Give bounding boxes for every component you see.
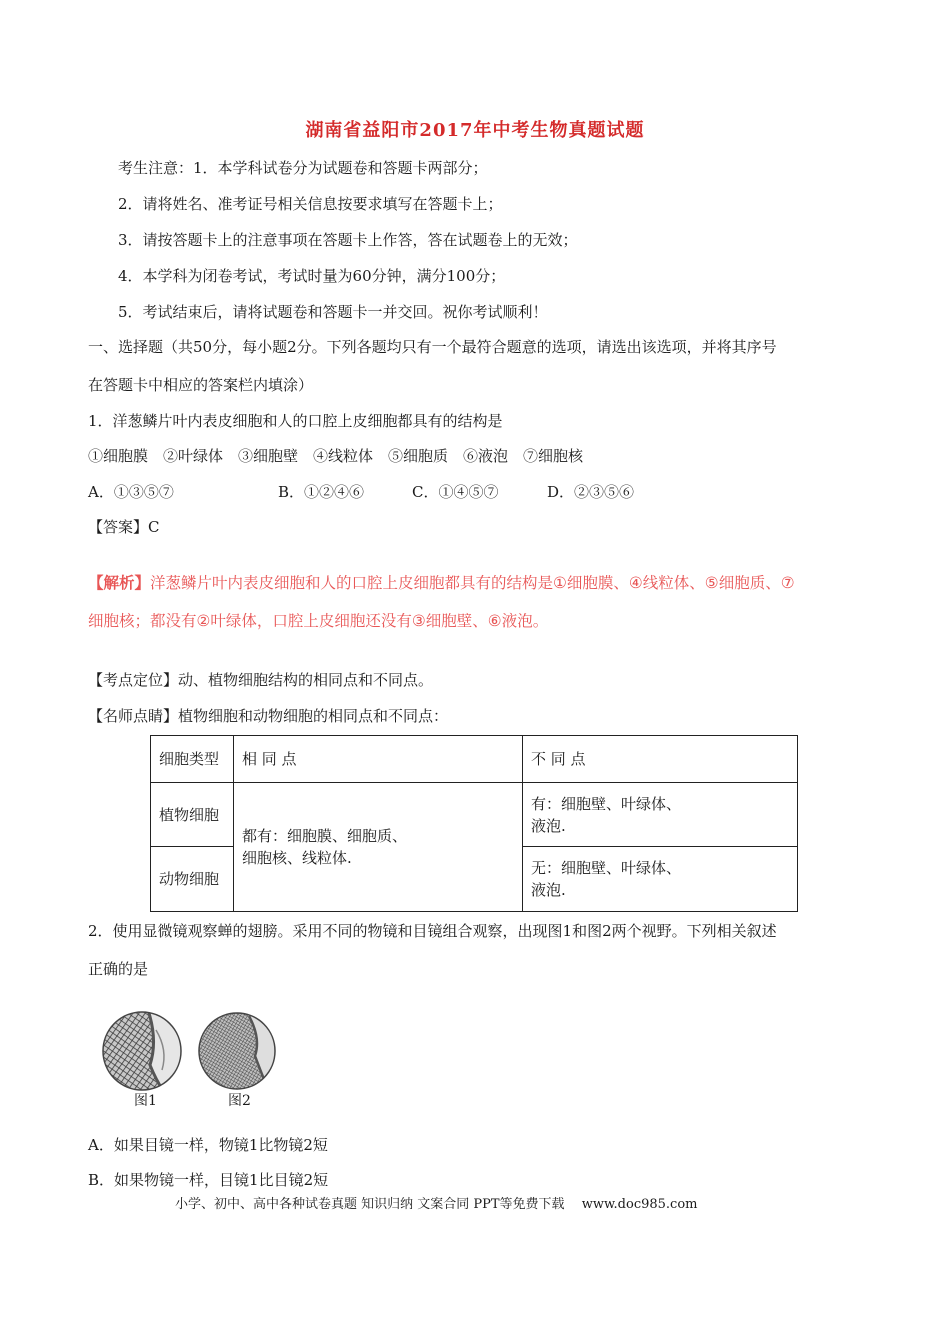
page-footer: 小学、初中、高中各种试卷真题 知识归纳 文案合同 PPT等免费下载 www.doc985.com	[175, 1197, 698, 1212]
q1-mingshi: 【名师点睛】植物细胞和动物细胞的相同点和不同点：	[88, 707, 449, 725]
plant-diff-line-2: 液泡.	[531, 816, 566, 835]
section-intro-line-1: 一、选择题（共50分，每小题2分。下列各题均只有一个最符合题意的选项，请选出该选项，并将其序号	[88, 338, 777, 356]
table-header-diff: 不 同 点	[523, 736, 798, 783]
q2-stem-line-1: 2．使用显微镜观察蝉的翅膀。采用不同的物镜和目镜组合观察，出现图1和图2两个视野。下列相关叙述	[88, 922, 777, 940]
q2-stem-line-2: 正确的是	[88, 960, 149, 978]
analysis-text-1: 洋葱鳞片叶内表皮细胞和人的口腔上皮细胞都具有的结构是①细胞膜、④线粒体、⑤细胞质、⑦	[150, 574, 795, 592]
q1-analysis-line-2: 细胞核；都没有②叶绿体，口腔上皮细胞还没有③细胞壁、⑥液泡。	[88, 612, 549, 630]
q1-items: ①细胞膜 ②叶绿体 ③细胞壁 ④线粒体 ⑤细胞质 ⑥液泡 ⑦细胞核	[88, 447, 584, 465]
fig2-caption: 图2	[228, 1093, 251, 1109]
notice-line-5: 5．考试结束后，请将试题卷和答题卡一并交回。祝你考试顺利！	[118, 303, 548, 321]
cell-comparison-table	[150, 735, 798, 912]
q1-answer: 【答案】C	[88, 518, 160, 536]
table-cell-animal-diff	[523, 847, 798, 912]
same-line-1: 都有：细胞膜、细胞质、	[242, 827, 408, 845]
animal-diff-line-2: 液泡.	[531, 881, 566, 899]
table-cell-plant-diff	[523, 783, 798, 847]
q2-option-b: B．如果物镜一样，目镜1比目镜2短	[88, 1171, 329, 1189]
q1-option-a: A．①③⑤⑦	[88, 483, 174, 501]
q1-option-b: B．①②④⑥	[278, 483, 365, 501]
q1-analysis-line-1	[88, 571, 795, 593]
page-title: 湖南省益阳市2017年中考生物真题试题	[305, 120, 645, 141]
microscope-view-2-image	[195, 1010, 279, 1092]
animal-diff-line-1: 无：细胞壁、叶绿体、	[531, 859, 682, 877]
analysis-tag: 【解析】	[88, 574, 151, 592]
table-header-row	[151, 736, 798, 783]
notice-line-4: 4．本学科为闭卷考试，考试时量为60分钟，满分100分；	[118, 267, 506, 285]
microscope-view-1-image	[98, 1010, 186, 1092]
notice-line-3: 3．请按答题卡上的注意事项在答题卡上作答，答在试题卷上的无效；	[118, 231, 578, 249]
plant-diff-line-1: 有：细胞壁、叶绿体、	[531, 794, 682, 813]
fig1-caption: 图1	[134, 1093, 157, 1109]
table-cell-animal: 动物细胞	[151, 847, 234, 912]
table-cell-same	[234, 783, 523, 912]
notice-line-2: 2．请将姓名、准考证号相关信息按要求填写在答题卡上；	[118, 195, 503, 213]
same-line-2: 细胞核、线粒体.	[242, 849, 352, 867]
table-header-type: 细胞类型	[151, 736, 234, 783]
q1-kaodian: 【考点定位】动、植物细胞结构的相同点和不同点。	[88, 671, 434, 689]
notice-line-1: 考生注意：1．本学科试卷分为试题卷和答题卡两部分；	[118, 159, 488, 177]
q1-option-d: D．②③⑤⑥	[547, 483, 635, 501]
table-cell-plant: 植物细胞	[151, 783, 234, 847]
q2-option-a: A．如果目镜一样，物镜1比物镜2短	[88, 1136, 328, 1154]
q1-option-c: C．①④⑤⑦	[412, 483, 499, 501]
table-row-plant	[151, 783, 798, 847]
q1-stem: 1．洋葱鳞片叶内表皮细胞和人的口腔上皮细胞都具有的结构是	[88, 412, 503, 430]
table-header-same: 相 同 点	[234, 736, 523, 783]
section-intro-line-2: 在答题卡中相应的答案栏内填涂）	[88, 376, 314, 394]
